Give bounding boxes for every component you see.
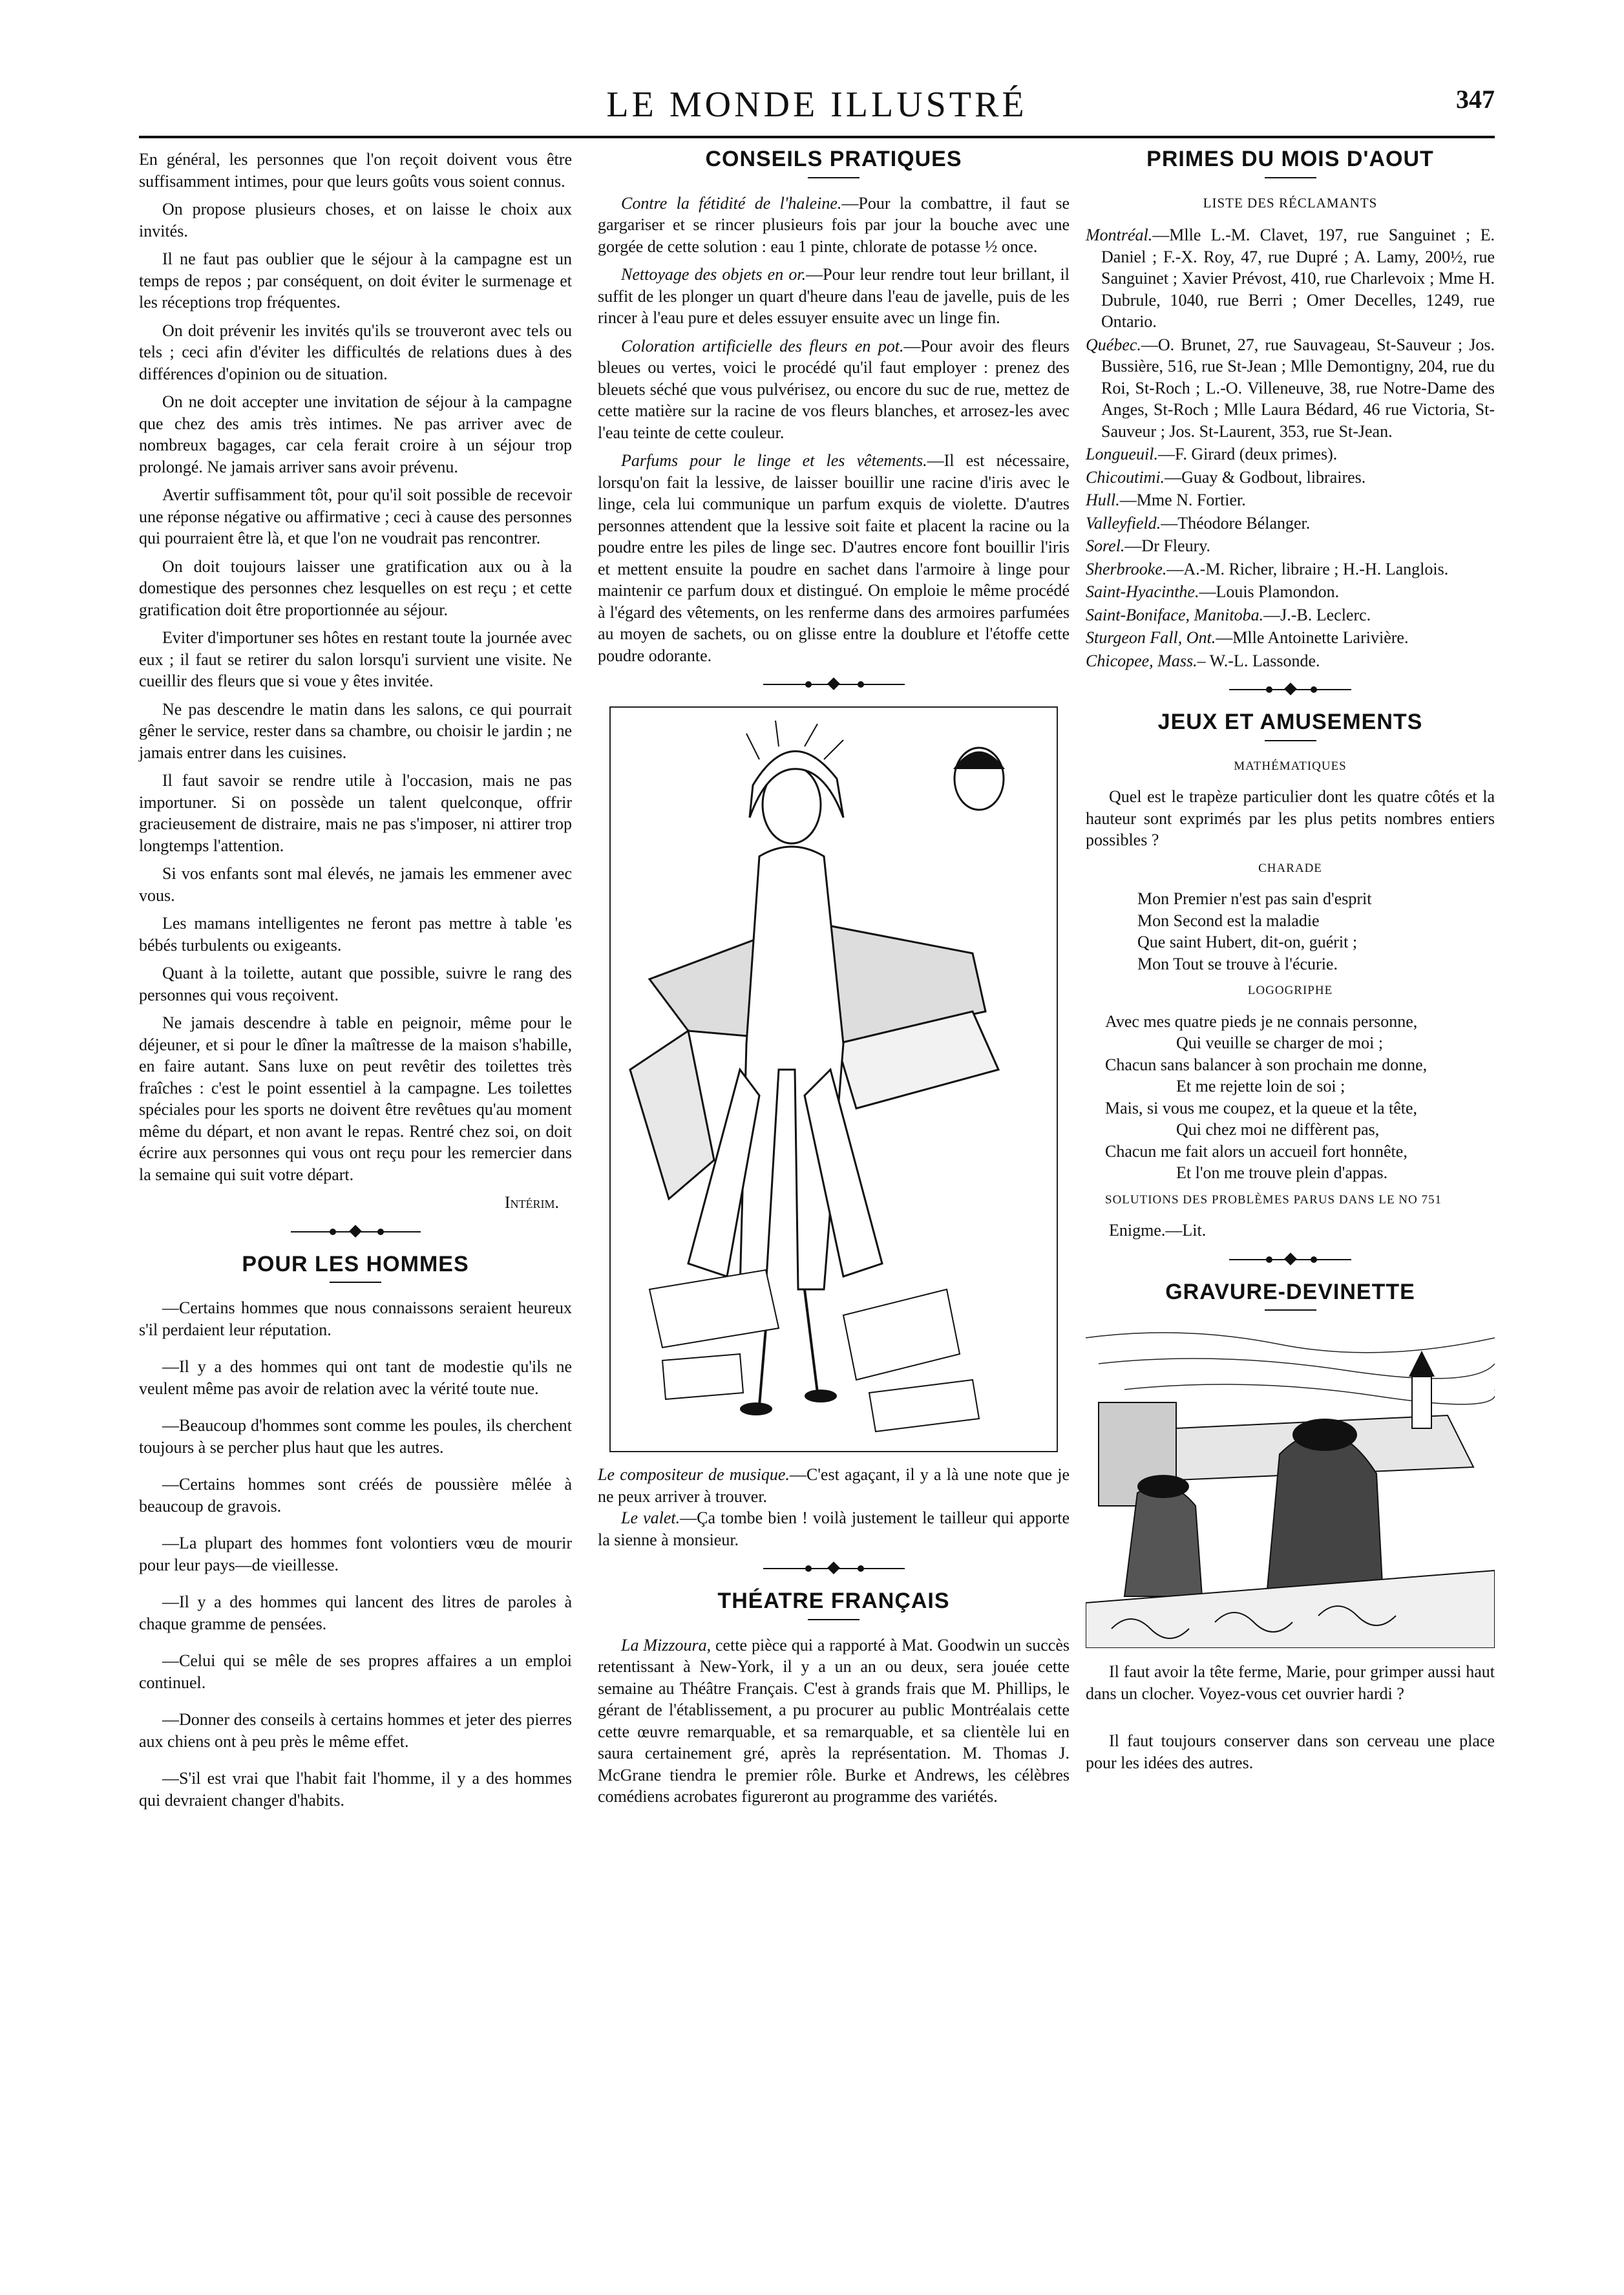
claimant-names: —A.-M. Richer, libraire ; H.-H. Langlois.: [1166, 559, 1449, 578]
paragraph: Les mamans intelligentes ne feront pas mettre à table 'es bébés turbulents ou exigeants.: [139, 914, 572, 955]
paragraph: En général, les personnes que l'on reçoit doivent vous être suffisamment intimes, pour que leurs goûts vous soient connus.: [139, 150, 572, 191]
paragraph: Il ne faut pas oublier que le séjour à la campagne est un temps de repos ; par conséquent, on doit éviter le surmenage et les réceptions trop fréquentes.: [139, 249, 572, 312]
claimant-names: —Mlle Antoinette Larivière.: [1216, 628, 1409, 647]
column-1: [139, 149, 572, 1826]
claimant-names: —Théodore Bélanger.: [1161, 513, 1311, 533]
paragraph: Ne pas descendre le matin dans les salons, ce qui pourrait gêner le service, rester dans sa chambre, ou choisir le jardin ; ne jamais entrer dans les cuisines.: [139, 699, 572, 762]
newspaper-title: LE MONDE ILLUSTRÉ: [606, 85, 1028, 125]
article-signature: Intérim.: [504, 1193, 559, 1212]
claimant-names: —J.-B. Leclerc.: [1263, 605, 1371, 624]
column-3: [1086, 149, 1495, 1780]
caption-speaker: Le compositeur de musique.: [598, 1465, 790, 1484]
claimant-place: Chicopee, Mass.: [1086, 651, 1197, 670]
aphorism: —Celui qui se mêle de ses propres affaires a un emploi continuel.: [139, 1651, 572, 1692]
caption-text: —Ça tombe bien ! voilà justement le tailleur qui apporte la sienne à monsieur.: [598, 1508, 1070, 1549]
claimants-heading: LISTE DES RÉCLAMANTS: [1203, 195, 1378, 211]
tip-text: —Il est nécessaire, lorsqu'on fait la lessive, de laisser bouillir une racine d'iris avec le linge, cela lui communique un parfum exquis de violette. D'autres personnes attendent que la lessive soit faite et placent la racine ou la poudre entre les piles de linge sec. D'autres encore font bouillir l'iris et mettent ensuite la poudre en sachet dans l'armoire à linge pour maintenir ce parfum doux et distingué. On emploie le même procédé à l'égard des vêtements, on les renferme dans des armoires parfumées au moyen de sachets, ou on glisse entre la doublure et l'étoffe cette poudre odorante.: [598, 451, 1070, 665]
play-title: La Mizzoura,: [621, 1635, 712, 1655]
section-divider: [1086, 1253, 1495, 1266]
aphorism: —Certains hommes sont créés de poussière mêlée à beaucoup de gravois.: [139, 1475, 572, 1516]
claimant-entry: [1086, 334, 1495, 443]
tip-text: —Pour leur rendre tout leur brillant, il suffit de les plonger un quart d'heure dans l'eau de javelle, puis de les rincer à l'eau pure et deles essuyer ensuite avec un linge fin.: [598, 265, 1070, 327]
section-title-pour-les-hommes: POUR LES HOMMES: [242, 1251, 469, 1276]
section-divider: [1086, 683, 1495, 696]
claimant-entry: [1086, 513, 1495, 534]
claimant-names: – W.-L. Lassonde.: [1197, 651, 1320, 670]
paragraph: On propose plusieurs choses, et on laisse le choix aux invités.: [139, 200, 572, 240]
poem-line: Et l'on me trouve plein d'appas.: [1176, 1163, 1388, 1182]
title-rule: [808, 177, 859, 178]
tip-lead: Nettoyage des objets en or.: [621, 265, 807, 284]
mathematics-heading: MATHÉMATIQUES: [1234, 759, 1347, 773]
caption-line-valet: [598, 1507, 1070, 1550]
poem-line: Qui veuille se charger de moi ;: [1176, 1033, 1384, 1052]
claimant-place: Saint-Hyacinthe.: [1086, 582, 1199, 601]
claimant-place: Sturgeon Fall, Ont.: [1086, 628, 1216, 647]
aphorism: —Donner des conseils à certains hommes et jeter des pierres aux chiens ont à peu près le même effet.: [139, 1710, 572, 1751]
section-title-primes: PRIMES DU MOIS D'AOUT: [1146, 147, 1434, 171]
claimant-place: Longueuil.: [1086, 445, 1158, 463]
paragraph: Avertir suffisamment tôt, pour qu'il soit possible de recevoir une réponse négative ou affirmative ; ceci à cause des personnes qui pourraient être là, et que l'on ne voudrait pas rencontrer.: [139, 485, 572, 547]
paragraph: On ne doit accepter une invitation de séjour à la campagne que chez des amis très intimes. Ne pas arriver avec de nombreux bagages, car cela ferait croire à un séjour trop prolongé. Ne jamais arriver sans avoir prévenu.: [139, 392, 572, 476]
title-rule: [808, 1619, 859, 1620]
page-number: 347: [1456, 85, 1495, 114]
claimant-names: —F. Girard (deux primes).: [1157, 445, 1338, 463]
claimant-entry: [1086, 443, 1495, 465]
aphorism: —Il y a des hommes qui lancent des litres de paroles à chaque gramme de pensées.: [139, 1592, 572, 1633]
claimant-entry: [1086, 489, 1495, 511]
section-title-theatre-francais: THÉATRE FRANÇAIS: [717, 1589, 950, 1613]
caption-line-composer: [598, 1464, 1070, 1507]
claimant-place: Sherbrooke.: [1086, 559, 1167, 578]
gravure-caption: Il faut avoir la tête ferme, Marie, pour grimper aussi haut dans un clocher. Voyez-vous cet ouvrier hardi ?: [1086, 1662, 1495, 1703]
aphorism: —Il y a des hommes qui ont tant de modestie qu'ils ne veulent même pas avoir de relation avec la vérité toute nue.: [139, 1357, 572, 1398]
column-2: [598, 149, 1070, 1814]
claimant-names: —Louis Plamondon.: [1199, 582, 1340, 601]
claimant-names: —Dr Fleury.: [1124, 536, 1211, 555]
section-divider: [598, 678, 1070, 691]
charade-heading: CHARADE: [1258, 861, 1322, 875]
paragraph: Eviter d'importuner ses hôtes en restant toute la journée avec eux ; il faut se retirer du salon lorsqu'i survient une visite. Ne cueillir des fleurs que si voue y êtes invitée.: [139, 628, 572, 690]
poem-line: Mais, si vous me coupez, et la queue et la tête,: [1105, 1098, 1418, 1117]
poem-line: Et me rejette loin de soi ;: [1176, 1077, 1345, 1095]
poem-line: Chacun me fait alors un accueil fort honnête,: [1105, 1141, 1408, 1161]
claimant-entry: [1086, 650, 1495, 672]
poem-line: Mon Second est la maladie: [1137, 911, 1320, 930]
claimant-place: Chicoutimi.: [1086, 467, 1165, 487]
poem-line: Chacun sans balancer à son prochain me donne,: [1105, 1055, 1428, 1074]
aphorism: —Beaucoup d'hommes sont comme les poules, ils cherchent toujours à se percher plus haut que les autres.: [139, 1416, 572, 1457]
math-problem: Quel est le trapèze particulier dont les quatre côtés et la hauteur sont exprimés par les plus petits nombres entiers possibles ?: [1086, 787, 1495, 849]
caption-speaker: Le valet.: [621, 1508, 680, 1527]
logogriphe-heading: LOGOGRIPHE: [1247, 984, 1333, 997]
aphorism: —S'il est vrai que l'habit fait l'homme, il y a des hommes qui devraient changer d'habits.: [139, 1769, 572, 1810]
aphorism: —Certains hommes que nous connaissons seraient heureux s'il perdaient leur réputation.: [139, 1298, 572, 1339]
theatre-text: cette pièce qui a rapporté à Mat. Goodwin un succès retentissant à New-York, il y a un an ou deux, sera jouée cette semaine au Théâtre Français. C'est à grands frais que M. Phillips, le gérant de l'établissement, a pu procurer au public Montréalais cette cette œuvre remarquable, et sa remarquable, et sa clientèle lui en saura certainement gré, après la représentation. M. Thomas J. McGrane tiendra le premier rôle. Burke et Andrews, les célèbres comédiens acrobates figureront au programme des variétés.: [598, 1635, 1070, 1806]
section-title-jeux: JEUX ET AMUSEMENTS: [1157, 710, 1423, 734]
tip-lead: Coloration artificielle des fleurs en pot.: [621, 336, 904, 355]
claimant-place: Montréal.: [1086, 226, 1153, 244]
poem-line: Qui chez moi ne diffèrent pas,: [1176, 1120, 1380, 1139]
charade-poem: [1086, 888, 1495, 975]
composer-cartoon-illustration: [609, 706, 1058, 1452]
tip-paragraph: [598, 335, 1070, 444]
rooftop-puzzle-engraving: [1086, 1325, 1495, 1648]
poem-line: Que saint Hubert, dit-on, guérit ;: [1137, 933, 1358, 951]
claimant-names: —Mme N. Fortier.: [1119, 491, 1246, 509]
caption-text: —C'est agaçant, il y a là une note que je ne peux arriver à trouver.: [598, 1465, 1070, 1506]
poem-line: Mon Tout se trouve à l'écurie.: [1137, 954, 1338, 973]
solutions-text: Enigme.—Lit.: [1109, 1221, 1207, 1240]
claimant-names: —Mlle L.-M. Clavet, 197, rue Sanguinet ; E. Daniel ; F.-X. Roy, 47, rue Dupré ; A. Lamy, 200½, rue Sanguinet ; Xavier Prévost, 410, rue Charlevoix ; Mme H. Dubrule, 1040, rue Berri ; Omer Decelles, 1249, rue Ontario.: [1101, 226, 1495, 331]
claimant-place: Hull.: [1086, 491, 1120, 509]
title-rule: [1265, 177, 1316, 178]
poem-line: Avec mes quatre pieds je ne connais personne,: [1105, 1011, 1418, 1031]
claimant-entry: [1086, 467, 1495, 489]
aphorism: —La plupart des hommes font volontiers vœu de mourir pour leur pays—de vieillesse.: [139, 1534, 572, 1574]
closing-maxim: Il faut toujours conserver dans son cerveau une place pour les idées des autres.: [1086, 1731, 1495, 1772]
tip-paragraph: [598, 264, 1070, 329]
section-divider: [598, 1562, 1070, 1575]
solutions-heading: SOLUTIONS DES PROBLÈMES PARUS DANS LE NO 751: [1105, 1192, 1442, 1207]
paragraph: On doit toujours laisser une gratification aux ou à la domestique des personnes chez lesquelles on est reçu ; et cette gratification doit être proportionnée au séjour.: [139, 556, 572, 619]
claimant-place: Québec.: [1086, 335, 1141, 354]
claimant-entry: [1086, 581, 1495, 603]
section-title-conseils-pratiques: CONSEILS PRATIQUES: [705, 147, 962, 171]
paragraph: Quant à la toilette, autant que possible, suivre le rang des personnes qui vous reçoivent.: [139, 964, 572, 1004]
theatre-paragraph: [598, 1634, 1070, 1808]
claimant-place: Sorel.: [1086, 536, 1125, 555]
claimant-place: Valleyfield.: [1086, 513, 1161, 533]
claimant-entry: [1086, 627, 1495, 649]
tip-paragraph: [598, 193, 1070, 258]
claimant-entry: [1086, 604, 1495, 626]
claimant-place: Saint-Boniface, Manitoba.: [1086, 605, 1264, 624]
masthead: [139, 71, 1495, 138]
paragraph: On doit prévenir les invités qu'ils se trouveront avec tels ou tels ; ceci afin d'éviter les difficultés de relations dues à des différences d'opinion ou de situation.: [139, 321, 572, 383]
title-rule: [1265, 740, 1316, 741]
section-divider: [139, 1225, 572, 1238]
paragraph: Ne jamais descendre à table en peignoir, même pour le déjeuner, et si pour le dîner la maîtresse de la maison s'habille, en faire autant. Sans luxe on peut revêtir des toilettes très fraîches : c'est le point essentiel à la campagne. Les toilettes spéciales pour les sports ne doivent être revêtues qu'au moment même du départ, et non avant le repas. Rentré chez soi, on doit écrire aux personnes qui vous ont reçu pour les remercier dans la semaine qui suit votre départ.: [139, 1013, 572, 1184]
claimant-entry: [1086, 224, 1495, 333]
cartoon-caption: [598, 1464, 1070, 1550]
paragraph: Il faut savoir se rendre utile à l'occasion, mais ne pas importuner. Si on possède un talent quelconque, offrir gracieusement de distraire, mais ne pas s'imposer, ni attirer trop longtemps l'attention.: [139, 771, 572, 855]
logogriphe-poem: [1086, 1011, 1495, 1184]
claimant-entry: [1086, 558, 1495, 580]
claimant-names: —Guay & Godbout, libraires.: [1165, 467, 1366, 487]
claimant-entry: [1086, 535, 1495, 557]
tip-paragraph: [598, 450, 1070, 666]
claimant-names: —O. Brunet, 27, rue Sauvageau, St-Sauveur ; Jos. Bussière, 516, rue St-Jean ; Mlle Demontigny, 204, rue du Roi, St-Roch ; L.-O. Villeneuve, 38, rue Notre-Dame des Anges, St-Roch ; Mlle Laura Bédard, 46 rue Victoria, St-Sauveur ; Jos. St-Laurent, 353, rue St-Jean.: [1101, 335, 1495, 441]
section-title-gravure: GRAVURE-DEVINETTE: [1165, 1279, 1415, 1304]
tip-text: —Pour la combattre, il faut se gargariser et se rincer plusieurs fois par jour la bouche avec une gorgée de cette solution : eau 1 pinte, chlorate de potasse ½ once.: [598, 193, 1070, 256]
tip-lead: Parfums pour le linge et les vêtements.: [621, 451, 927, 470]
title-rule: [1265, 1309, 1316, 1311]
paragraph: Si vos enfants sont mal élevés, ne jamais les emmener avec vous.: [139, 864, 572, 905]
title-rule: [330, 1282, 381, 1283]
tip-lead: Contre la fétidité de l'haleine.: [621, 193, 842, 213]
tip-text: —Pour avoir des fleurs bleues ou vertes, voici le procédé qu'il faut employer : prenez des bleuets séché que vous pulvérisez, ou encore du suc de rue, mettez de cette matière sur la racine de vos fleurs blanches, et arrosez-les avec l'eau teinte de cette couleur.: [598, 336, 1070, 442]
poem-line: Mon Premier n'est pas sain d'esprit: [1137, 889, 1372, 908]
